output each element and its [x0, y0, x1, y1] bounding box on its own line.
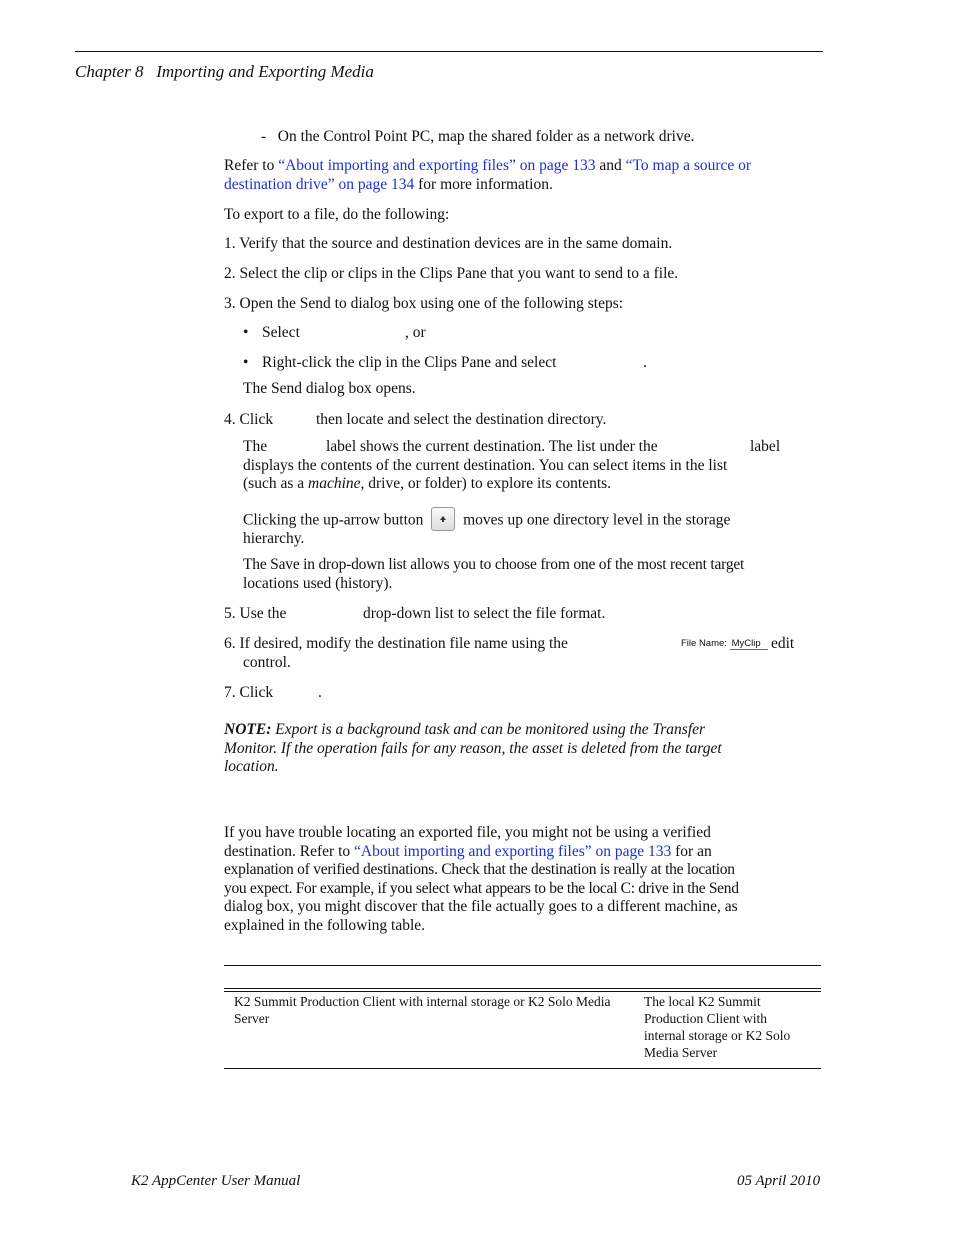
table-cell-r1c1: K2 Summit Production Client with internal storage or K2 Solo Media Server: [234, 994, 611, 1026]
table-header-rule-1: [224, 988, 821, 989]
step-6-a: 6. If desired, modify the destination file name using the: [224, 635, 568, 652]
bullet-1-text-a: Select: [262, 324, 300, 341]
step-2: 2. Select the clip or clips in the Clips Pane that you want to send to a file.: [224, 265, 679, 282]
link-map-drive-b[interactable]: destination drive” on page 134: [224, 175, 415, 193]
header-rule: [75, 51, 823, 52]
filename-field: [681, 638, 768, 650]
label-para-l3: (such as a machine, drive, or folder) to explore its contents.: [243, 475, 612, 492]
chapter-title: Importing and Exporting Media: [156, 62, 374, 81]
trouble-paragraph: If you have trouble locating an exported file, you might not be using a verified destination. Refer to “About importing and exporting files” on page 133 for an explanation of verified destinations. Check that the destination is really at the location you expect. For example, if you select what appears to be the local C: drive in the Send dialog box, you might discover that the file actually goes to a different machine, as explained in the following table.: [224, 824, 739, 934]
step-6-c: control.: [243, 654, 291, 671]
step-5-a: 5. Use the: [224, 605, 287, 622]
step-5-b: drop-down list to select the file format.: [363, 605, 606, 622]
bullet-2-text-a: Right-click the clip in the Clips Pane and select: [262, 354, 557, 371]
filename-label: File Name:: [681, 638, 727, 649]
uparrow-line-2: hierarchy.: [243, 530, 305, 547]
link-about-importing-2[interactable]: “About importing and exporting files” on page 133: [354, 842, 672, 860]
link-map-drive-a[interactable]: “To map a source or: [625, 157, 752, 174]
label-para-l2: displays the contents of the current destination. You can select items in the list: [243, 457, 728, 474]
bullet-1-text-b: , or: [405, 324, 426, 341]
send-opens-text: The Send dialog box opens.: [243, 380, 416, 397]
savein-l2: locations used (history).: [243, 575, 393, 592]
table-header-rule-2: [224, 991, 821, 992]
table-top-rule: [224, 965, 821, 966]
note-label: NOTE:: [224, 721, 272, 738]
note: NOTE: Export is a background task and can be monitored using the Transfer Monitor. If the operation fails for any reason, the asset is deleted from the target location.: [224, 721, 722, 775]
label-para-l1a: The: [243, 438, 268, 455]
chapter-number: Chapter 8: [75, 62, 144, 81]
step-6-b: edit: [771, 635, 795, 652]
step-4-b: then locate and select the destination directory.: [316, 411, 607, 428]
step-1: 1. Verify that the source and destination devices are in the same domain.: [224, 235, 673, 252]
bullet-bullet1: •: [243, 324, 249, 341]
savein-l1: The Save in drop-down list allows you to choose from one of the most recent target: [243, 556, 745, 573]
bullet-bullet2: •: [243, 354, 249, 371]
step-3: 3. Open the Send to dialog box using one of the following steps:: [224, 295, 624, 312]
step-7-a: 7. Click: [224, 684, 274, 701]
refer-paragraph: Refer to “About importing and exporting files” on page 133 and “To map a source or destination drive” on page 134 for more information.: [224, 157, 752, 193]
up-arrow-icon: [431, 507, 455, 531]
link-about-importing[interactable]: “About importing and exporting files” on page 133: [278, 157, 596, 174]
bullet-2-text-b: .: [643, 354, 647, 371]
label-para-l1b: label shows the current destination. The list under the: [326, 438, 658, 455]
running-header: [75, 62, 374, 82]
table-cell-r1c2: The local K2 Summit Production Client with internal storage or K2 Solo Media Server: [644, 994, 791, 1060]
footer-manual-title: K2 AppCenter User Manual: [131, 1173, 301, 1189]
step-7-b: .: [318, 684, 322, 701]
label-para-l1c: label: [750, 438, 781, 455]
dash-list-item: - On the Control Point PC, map the shared folder as a network drive.: [261, 128, 695, 145]
filename-input: MyClip: [730, 638, 768, 650]
step-4-a: 4. Click: [224, 411, 274, 428]
table-bottom-rule: [224, 1068, 821, 1069]
uparrow-line: Clicking the up-arrow button moves up one directory level in the storage: [243, 509, 730, 533]
footer-date: 05 April 2010: [737, 1173, 821, 1189]
intro-text: To export to a file, do the following:: [224, 206, 450, 223]
